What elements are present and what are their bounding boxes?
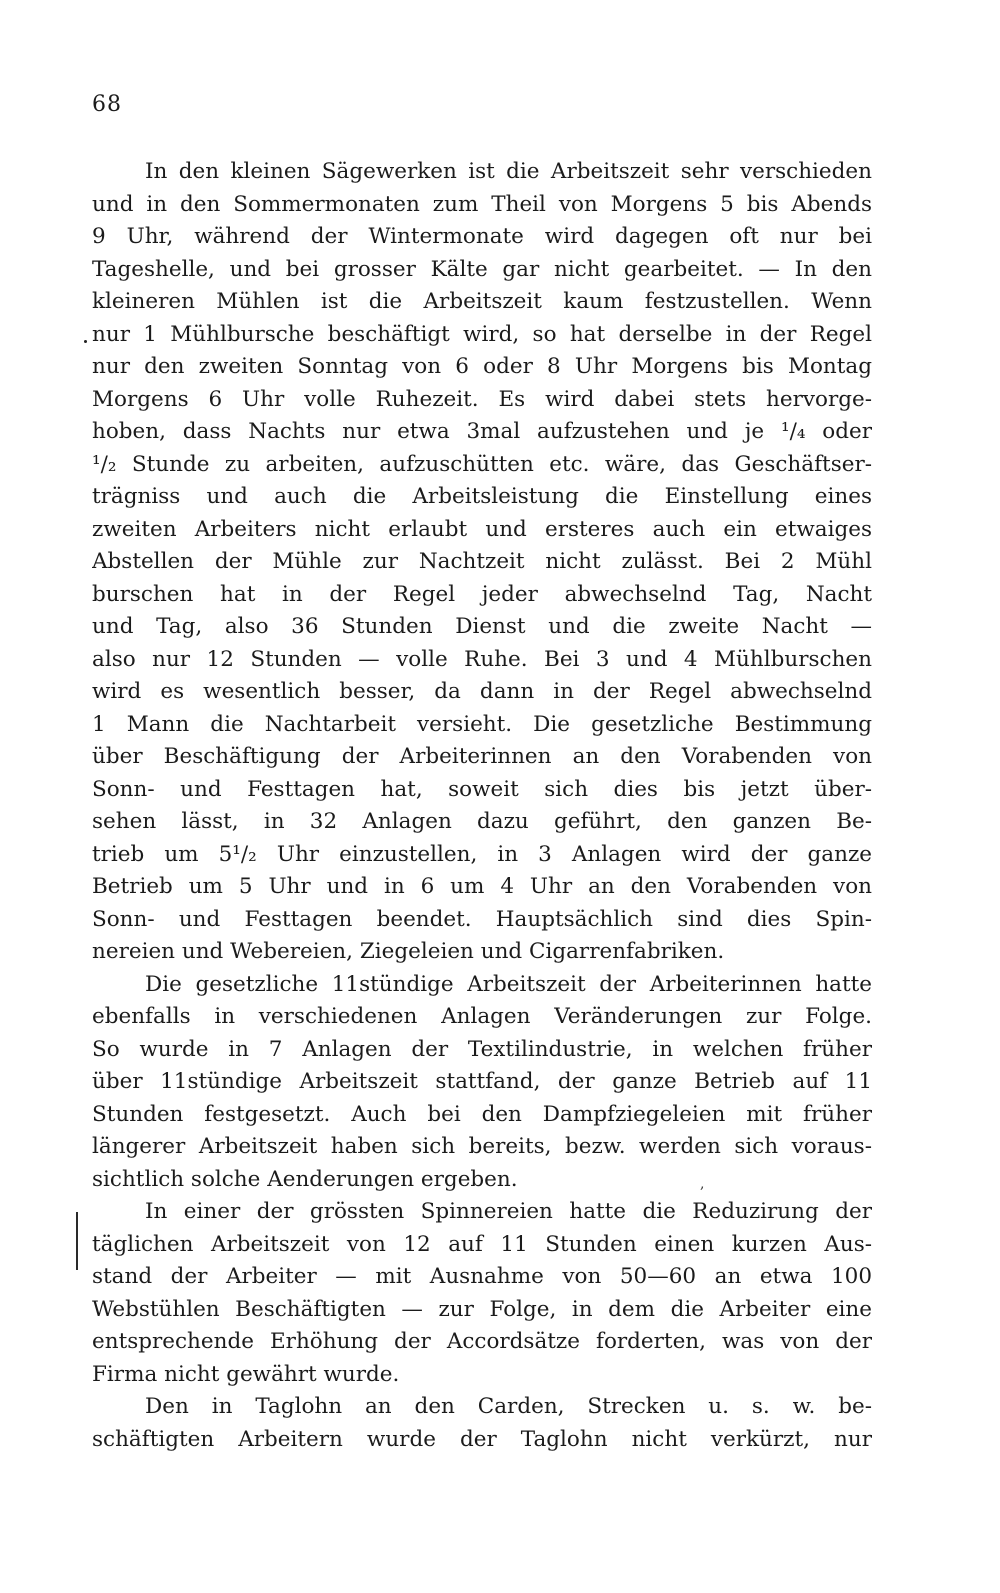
text-line: 9 Uhr, während der Wintermonate wird dagegen oft nur bei bbox=[92, 224, 872, 249]
text-line: ¹/₂ Stunde zu arbeiten, aufzuschütten etc. wäre, das Geschäftser- bbox=[92, 451, 872, 477]
body-text bbox=[92, 156, 872, 1456]
text-line: 1 Mann die Nachtarbeit versieht. Die gesetzliche Bestimmung bbox=[92, 711, 872, 737]
text-line: nereien und Webereien, Ziegeleien und Cigarrenfabriken. bbox=[92, 939, 725, 964]
text-line: kleineren Mühlen ist die Arbeitszeit kaum festzustellen. Wenn bbox=[92, 289, 872, 314]
text-line: über Beschäftigung der Arbeiterinnen an den Vorabenden von bbox=[92, 744, 872, 769]
text-line: Webstühlen Beschäftigten — zur Folge, in dem die Arbeiter eine bbox=[92, 1296, 872, 1322]
text-line: und Tag, also 36 Stunden Dienst und die zweite Nacht — bbox=[92, 614, 872, 639]
text-line: also nur 12 Stunden — volle Ruhe. Bei 3 und 4 Mühlburschen bbox=[92, 646, 872, 672]
text-line: sehen lässt, in 32 Anlagen dazu geführt, den ganzen Be- bbox=[92, 809, 872, 834]
text-line: nur 1 Mühlbursche beschäftigt wird, so hat derselbe in der Regel bbox=[92, 321, 872, 347]
text-line: Sonn- und Festtagen hat, soweit sich dies bis jetzt über- bbox=[92, 776, 872, 802]
text-line: über 11stündige Arbeitszeit stattfand, der ganze Betrieb auf 11 bbox=[92, 1069, 872, 1094]
text-line: sichtlich solche Aenderungen ergeben. bbox=[92, 1166, 518, 1192]
text-line: In einer der grössten Spinnereien hatte die Reduzirung der bbox=[145, 1199, 872, 1224]
page-number: 68 bbox=[92, 92, 122, 117]
stray-mark: , bbox=[700, 1176, 705, 1192]
text-line: stand der Arbeiter — mit Ausnahme von 50—60 an etwa 100 bbox=[92, 1264, 872, 1289]
text-line: Morgens 6 Uhr volle Ruhezeit. Es wird dabei stets hervorge- bbox=[92, 386, 872, 412]
text-line: trieb um 5¹/₂ Uhr einzustellen, in 3 Anlagen wird der ganze bbox=[92, 841, 872, 867]
text-line: ebenfalls in verschiedenen Anlagen Veränderungen zur Folge. bbox=[92, 1004, 872, 1029]
text-line: Abstellen der Mühle zur Nachtzeit nicht zulässt. Bei 2 Mühl bbox=[92, 549, 872, 574]
text-line: Betrieb um 5 Uhr und in 6 um 4 Uhr an den Vorabenden von bbox=[92, 874, 872, 899]
text-line: wird es wesentlich besser, da dann in der Regel abwechselnd bbox=[92, 679, 872, 704]
text-line: So wurde in 7 Anlagen der Textilindustrie, in welchen früher bbox=[92, 1036, 872, 1062]
text-line: und in den Sommermonaten zum Theil von Morgens 5 bis Abends bbox=[92, 191, 872, 217]
text-line: zweiten Arbeiters nicht erlaubt und ersteres auch ein etwaiges bbox=[92, 516, 872, 542]
text-line: täglichen Arbeitszeit von 12 auf 11 Stunden einen kurzen Aus- bbox=[92, 1231, 872, 1257]
text-line: hoben, dass Nachts nur etwa 3mal aufzustehen und je ¹/₄ oder bbox=[92, 419, 872, 444]
text-line: trägniss und auch die Arbeitsleistung die Einstellung eines bbox=[92, 484, 872, 509]
text-line: Firma nicht gewährt wurde. bbox=[92, 1361, 400, 1387]
text-line: burschen hat in der Regel jeder abwechselnd Tag, Nacht bbox=[92, 581, 872, 607]
text-line: nur den zweiten Sonntag von 6 oder 8 Uhr Morgens bis Montag bbox=[92, 354, 872, 379]
text-line: Den in Taglohn an den Carden, Strecken u. s. w. be- bbox=[145, 1394, 872, 1419]
margin-rule bbox=[76, 1212, 78, 1270]
margin-dot bbox=[84, 340, 87, 343]
text-line: entsprechende Erhöhung der Accordsätze forderten, was von der bbox=[92, 1329, 872, 1354]
text-line: Tageshelle, und bei grosser Kälte gar nicht gearbeitet. — In den bbox=[92, 256, 872, 282]
text-line: Stunden festgesetzt. Auch bei den Dampfziegeleien mit früher bbox=[92, 1101, 872, 1127]
text-line: schäftigten Arbeitern wurde der Taglohn nicht verkürzt, nur bbox=[92, 1426, 872, 1452]
text-line: Sonn- und Festtagen beendet. Hauptsächlich sind dies Spin- bbox=[92, 906, 872, 932]
text-line: In den kleinen Sägewerken ist die Arbeitszeit sehr verschieden bbox=[145, 159, 872, 184]
text-line: längerer Arbeitszeit haben sich bereits, bezw. werden sich voraus- bbox=[92, 1134, 872, 1159]
text-line: Die gesetzliche 11stündige Arbeitszeit der Arbeiterinnen hatte bbox=[145, 971, 872, 997]
